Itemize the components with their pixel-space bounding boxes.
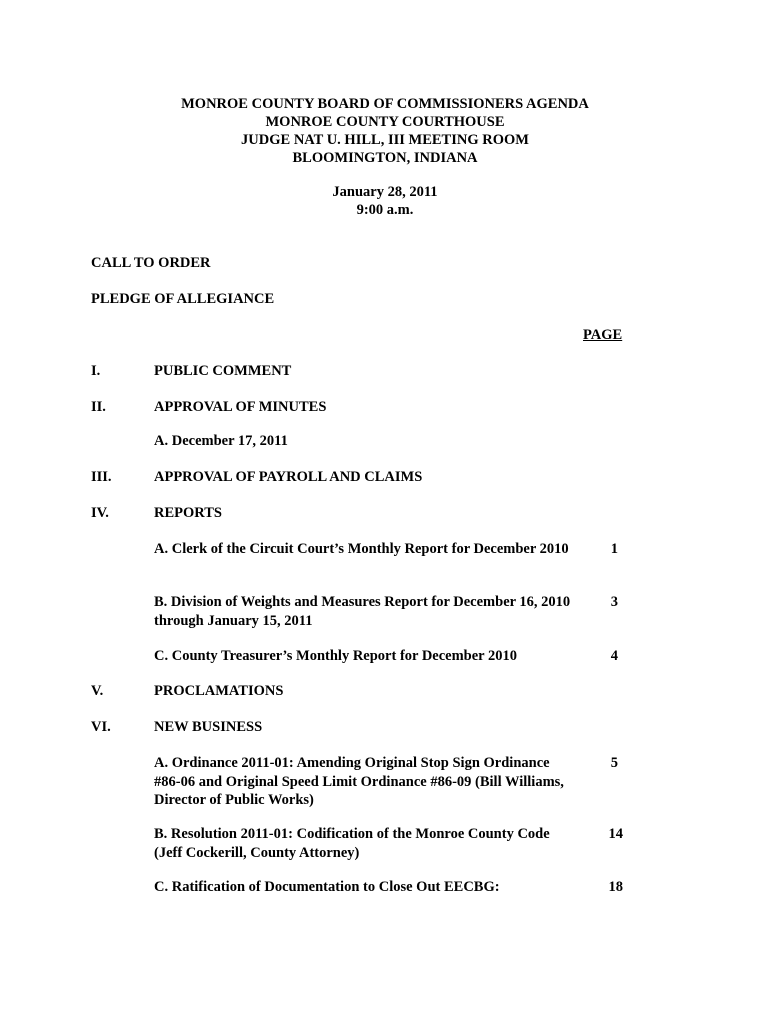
new-business-item: B. Resolution 2011-01: Codification of the Monroe County Code (Jeff Cockerill, County Attorney) xyxy=(154,826,550,861)
report-item-page: 4 xyxy=(610,648,618,664)
section-number: I. xyxy=(91,363,101,379)
header-courthouse: MONROE COUNTY COURTHOUSE xyxy=(265,114,505,130)
section-number: IV. xyxy=(91,505,109,521)
section-number: II. xyxy=(91,399,106,415)
meeting-time: 9:00 a.m. xyxy=(356,202,414,218)
section-title-payroll-claims: APPROVAL OF PAYROLL AND CLAIMS xyxy=(154,469,423,485)
header-city: BLOOMINGTON, INDIANA xyxy=(292,150,478,166)
report-item-page: 3 xyxy=(610,594,618,610)
pledge-of-allegiance: PLEDGE OF ALLEGIANCE xyxy=(91,291,275,307)
meeting-date: January 28, 2011 xyxy=(332,184,438,200)
section-title-reports: REPORTS xyxy=(154,505,222,521)
report-item: A. Clerk of the Circuit Court’s Monthly Report for December 2010 xyxy=(154,541,569,557)
header-title: MONROE COUNTY BOARD OF COMMISSIONERS AGENDA xyxy=(181,96,589,112)
call-to-order: CALL TO ORDER xyxy=(91,255,211,271)
agenda-header xyxy=(0,95,770,167)
section-title-proclamations: PROCLAMATIONS xyxy=(154,683,284,699)
new-business-item: C. Ratification of Documentation to Close Out EECBG: xyxy=(154,879,500,895)
meeting-datetime xyxy=(0,183,770,219)
section-number: V. xyxy=(91,683,104,699)
new-business-item-page: 18 xyxy=(608,879,623,895)
report-item-page: 1 xyxy=(610,541,618,557)
new-business-item: A. Ordinance 2011-01: Amending Original Stop Sign Ordinance #86-06 and Original Speed Limit Ordinance #86-09 (Bill Williams, Director of Public Works) xyxy=(154,755,564,808)
new-business-item-page: 14 xyxy=(608,826,623,842)
section-number: VI. xyxy=(91,719,111,735)
new-business-item-page: 5 xyxy=(610,755,618,771)
section-title-approval-of-minutes: APPROVAL OF MINUTES xyxy=(154,399,327,415)
section-title-new-business: NEW BUSINESS xyxy=(154,719,263,735)
report-item: B. Division of Weights and Measures Report for December 16, 2010 through January 15, 2011 xyxy=(154,594,571,629)
header-meeting-room: JUDGE NAT U. HILL, III MEETING ROOM xyxy=(241,132,529,148)
minutes-item: A. December 17, 2011 xyxy=(154,433,288,449)
page-column-heading: PAGE xyxy=(583,327,623,343)
section-title-public-comment: PUBLIC COMMENT xyxy=(154,363,292,379)
report-item: C. County Treasurer’s Monthly Report for December 2010 xyxy=(154,648,517,664)
section-number: III. xyxy=(91,469,112,485)
